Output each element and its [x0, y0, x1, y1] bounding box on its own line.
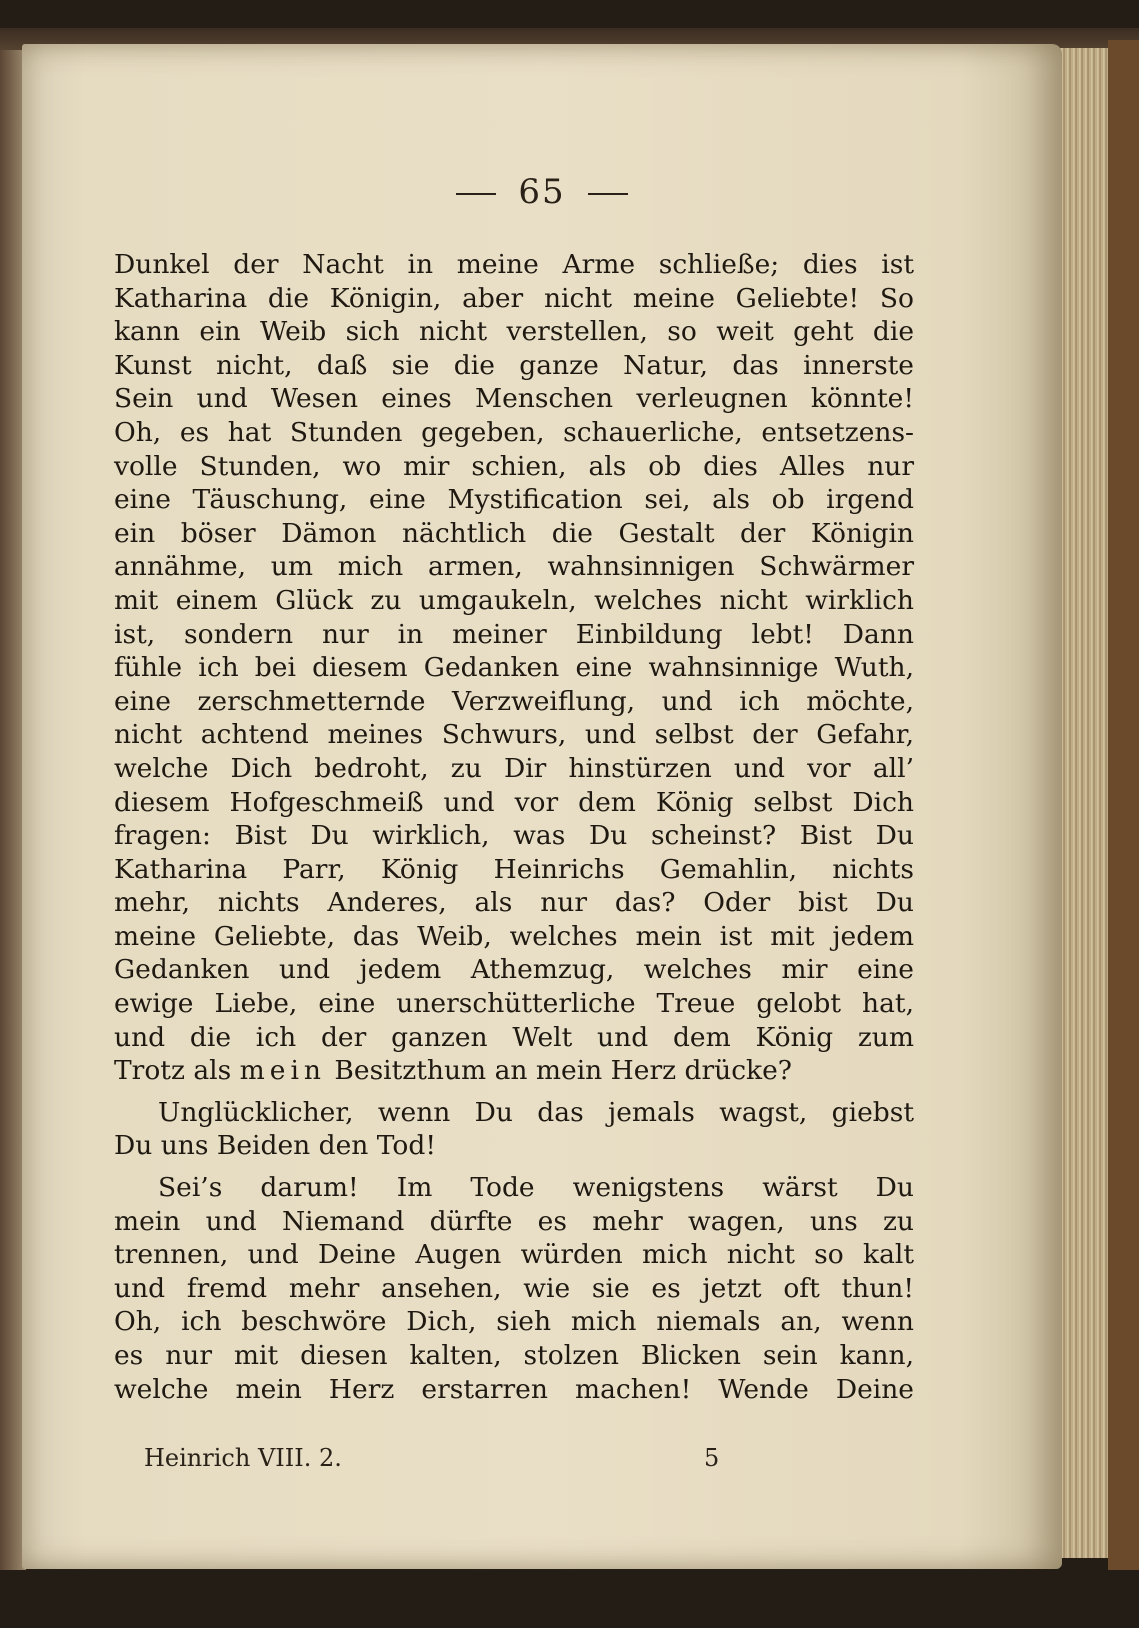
- signature-mark: 5: [704, 1444, 720, 1472]
- text-line: Dunkel der Nacht in meine Arme schließe; dies ist: [114, 249, 914, 280]
- text-line: Oh, ich beschwöre Dich, sieh mich niemals an, wenn: [114, 1306, 914, 1338]
- text-line: welche Dich bedroht, zu Dir hinstürzen und vor all’: [114, 752, 914, 784]
- paragraph-gap: [114, 1088, 914, 1096]
- text-line: kann ein Weib sich nicht verstellen, so weit geht die: [114, 316, 914, 348]
- text-line: Kunst nicht, daß sie die ganze Natur, das innerste: [114, 349, 914, 381]
- text-line: ist, sondern nur in meiner Einbildung lebt! Dann: [114, 618, 914, 650]
- text-line: welche mein Herz erstarren machen! Wende Deine: [114, 1373, 914, 1405]
- text-line: eine Täuschung, eine Mystification sei, als ob irgend: [114, 484, 914, 516]
- text-line: und die ich der ganzen Welt und dem König zum: [114, 1021, 914, 1053]
- book-page: [22, 44, 1062, 1569]
- text-line: mein und Niemand dürfte es mehr wagen, uns zu: [114, 1205, 914, 1237]
- text-line: annähme, um mich armen, wahnsinnigen Schwärmer: [114, 551, 914, 583]
- emphasized-word: mein: [239, 1055, 326, 1087]
- text-line: mehr, nichts Anderes, als nur das? Oder bist Du: [114, 887, 914, 919]
- text-line: volle Stunden, wo mir schien, als ob dies Alles nur: [114, 450, 914, 482]
- text-line: diesem Hofgeschmeiß und vor dem König selbst Dich: [114, 786, 914, 818]
- text-line: Katharina die Königin, aber nicht meine Geliebte! So: [114, 282, 914, 314]
- text-line: Oh, es hat Stunden gegeben, schauerliche, entsetzens-: [114, 416, 914, 448]
- text-line: Sei’s darum! Im Tode wenigstens wärst Du: [158, 1172, 914, 1204]
- text-line-final: [114, 1054, 914, 1088]
- text-line: fragen: Bist Du wirklich, was Du scheinst? Bist Du: [114, 820, 914, 852]
- text-line: Katharina Parr, König Heinrichs Gemahlin, nichts: [114, 853, 914, 885]
- header-dash-right: [588, 193, 628, 195]
- page-header: [22, 172, 1062, 212]
- text-line: Unglücklicher, wenn Du das jemals wagst, giebst: [158, 1096, 914, 1128]
- header-dash-left: [456, 193, 496, 195]
- text-line: nicht achtend meines Schwurs, und selbst der Gefahr,: [114, 719, 914, 751]
- text-line: ein böser Dämon nächtlich die Gestalt der Königin: [114, 517, 914, 549]
- page-footer: [144, 1444, 844, 1472]
- page-number: 65: [518, 172, 566, 212]
- text-line: und fremd mehr ansehen, wie sie es jetzt oft thun!: [114, 1272, 914, 1304]
- footer-book-title: Heinrich VIII. 2.: [144, 1444, 342, 1472]
- text-line: meine Geliebte, das Weib, welches mein ist mit jedem: [114, 920, 914, 952]
- text-line: Du uns Beiden den Tod!: [114, 1130, 436, 1162]
- paragraph-gap: [114, 1163, 914, 1171]
- text-line: trennen, und Deine Augen würden mich nicht so kalt: [114, 1239, 914, 1271]
- book-cover-right: [1108, 40, 1139, 1570]
- text-fragment: Trotz als: [114, 1055, 240, 1087]
- text-line: eine zerschmetternde Verzweiflung, und ich möchte,: [114, 685, 914, 717]
- text-line: Gedanken und jedem Athemzug, welches mir eine: [114, 954, 914, 986]
- text-line: Sein und Wesen eines Menschen verleugnen könnte!: [114, 383, 914, 415]
- body-text: [114, 248, 914, 1406]
- text-line: ewige Liebe, eine unerschütterliche Treue gelobt hat,: [114, 988, 914, 1020]
- text-line: es nur mit diesen kalten, stolzen Blicken sein kann,: [114, 1340, 914, 1371]
- text-fragment: Besitzthum an mein Herz drücke?: [326, 1055, 793, 1087]
- text-line: fühle ich bei diesem Gedanken eine wahnsinnige Wuth,: [114, 652, 914, 684]
- text-line: mit einem Glück zu umgaukeln, welches nicht wirklich: [114, 584, 914, 616]
